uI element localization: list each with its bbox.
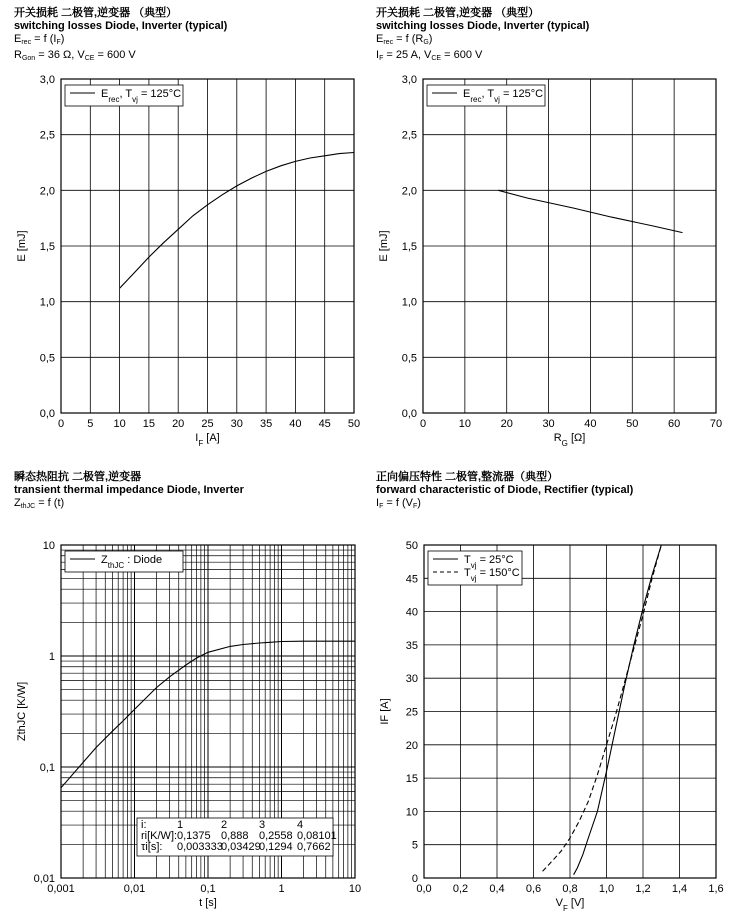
chart4-x-tick-label: 0,2 (452, 883, 469, 895)
chart3-x-tick-label: 0,1 (200, 883, 216, 895)
chart4-y-tick-label: 10 (405, 806, 418, 819)
chart1-x-tick-label: 40 (289, 418, 302, 430)
chart3-rc-table-cell: 0,1294 (259, 841, 293, 853)
chart2-conditions: $I_F = 25$ A, $V_{CE} = 600$ V (376, 49, 483, 62)
chart4-legend-label: $T_{vj} = 25^\circ C$ (464, 554, 514, 570)
chart1-x-tick-label: 5 (87, 418, 94, 430)
chart3-rc-table-cell: 4 (297, 819, 304, 831)
chart3-y-tick-label: 0,1 (39, 762, 55, 774)
chart1-y-tick-label: 0,5 (39, 352, 55, 365)
chart4-title-en: forward characteristic of Diode, Rectifier (typical) (376, 484, 634, 496)
chart2-title-en: switching losses Diode, Inverter (typical) (376, 20, 590, 32)
chart3-rc-table-cell: 1 (177, 819, 184, 831)
chart4 (379, 540, 724, 913)
chart2-x-tick-label: 60 (668, 418, 681, 430)
chart2 (378, 74, 722, 448)
chart3-rc-table-cell: 0,888 (221, 830, 249, 842)
chart3-rc-table-cell: 0,7662 (297, 841, 331, 853)
chart3-title-cn: 瞬态热阻抗 二极管,逆变器 (14, 471, 142, 483)
chart4-y-tick-label: 40 (405, 606, 418, 619)
chart1-x-tick-label: 15 (142, 418, 156, 430)
chart4-x-tick-label: 1,0 (598, 883, 615, 895)
chart3-y-tick-label: 10 (42, 540, 55, 552)
chart4-y-tick-label: 20 (405, 739, 418, 752)
chart4-y-tick-label: 35 (405, 639, 418, 652)
chart3-rc-table-cell: 0,2558 (259, 830, 293, 842)
chart1-x-tick-label: 25 (201, 418, 214, 430)
chart3-rc-table-cell: τi[s]: (141, 841, 163, 853)
chart2-y-tick-label: 0,0 (401, 408, 417, 420)
chart4-y-tick-label: 0 (411, 873, 418, 885)
chart1-x-tick-label: 35 (259, 418, 273, 430)
chart2-x-tick-label: 70 (709, 418, 723, 430)
chart1-y-tick-label: 1,0 (39, 296, 55, 309)
chart3-function: $Z_{thJC} = f$ (t) (14, 497, 65, 510)
chart1-title-en: switching losses Diode, Inverter (typical) (14, 20, 228, 32)
chart4-y-tick-label: 50 (405, 540, 418, 552)
chart1-x-tick-label: 45 (318, 418, 331, 430)
chart4-y-tick-label: 5 (411, 839, 418, 852)
chart1-x-tick-label: 0 (57, 418, 65, 430)
chart2-title-cn: 开关损耗 二极管,逆变器 （典型） (376, 7, 540, 19)
chart2-x-tick-label: 30 (542, 418, 555, 430)
chart4-title-cn: 正向偏压特性 二极管,整流器（典型） (376, 471, 559, 483)
chart1-x-tick-label: 20 (172, 418, 185, 430)
chart2-legend (427, 85, 545, 106)
chart3-title-en: transient thermal impedance Diode, Inverter (14, 484, 244, 496)
chart4-x-axis-label: $V_F$ [V] (555, 897, 585, 913)
chart3-rc-table-cell: 0,1375 (177, 830, 211, 842)
chart4-y-tick-label: 15 (405, 773, 418, 786)
chart1-y-tick-label: 3,0 (39, 74, 55, 86)
chart1-title-cn: 开关损耗 二极管,逆变器 （典型） (14, 7, 178, 19)
chart3-rc-table-cell: i: (141, 819, 147, 831)
chart1 (16, 74, 360, 448)
chart4-legend (428, 551, 522, 585)
chart3-y-tick-label: 0,01 (33, 873, 55, 885)
chart3-rc-table-cell: 0,08101 (297, 830, 337, 842)
chart4-x-tick-label: 1,4 (671, 883, 688, 895)
chart1-x-axis-label: $I_F$ [A] (195, 432, 220, 448)
chart2-y-tick-label: 1,5 (401, 241, 417, 253)
chart3-rc-table-cell: 0,003333 (177, 841, 223, 853)
chart2-x-tick-label: 0 (419, 418, 427, 430)
chart2-y-tick-label: 2,5 (401, 129, 417, 142)
chart1-y-tick-label: 0,0 (39, 408, 55, 420)
chart1-x-tick-label: 10 (113, 418, 126, 430)
chart4-y-tick-label: 45 (405, 573, 418, 586)
chart3-rc-table-cell: 0,03429 (221, 841, 261, 853)
chart3-y-tick-label: 1 (48, 651, 55, 663)
chart4-function: $I_F = f$ $(V_F)$ (376, 497, 421, 510)
chart2-function: $E_{rec} = f$ $(R_G)$ (376, 33, 433, 46)
chart3-rc-table-cell: ri[K/W]: (141, 830, 178, 842)
chart4-x-tick-label: 1,2 (635, 883, 651, 895)
chart3-x-axis-label: t [s] (199, 897, 217, 909)
chart4-x-tick-label: 1,6 (708, 883, 724, 895)
chart3-legend-label: $Z_{thJC}$ : Diode (101, 554, 163, 570)
chart4-y-tick-label: 25 (405, 706, 418, 719)
chart4-legend-label: $T_{vj} = 150^\circ C$ (464, 567, 520, 583)
chart2-y-tick-label: 3,0 (401, 74, 417, 86)
chart4-x-tick-label: 0,6 (525, 883, 542, 895)
chart2-x-tick-label: 20 (500, 418, 513, 430)
chart2-y-tick-label: 2,0 (401, 185, 417, 198)
chart1-legend (65, 85, 183, 106)
chart2-y-axis-label: E [mJ] (378, 230, 390, 262)
chart2-x-axis-label: $R_G$ [Ω] (553, 432, 586, 448)
chart2-x-tick-label: 10 (458, 418, 471, 430)
chart1-y-tick-label: 1,5 (39, 241, 55, 253)
chart1-y-tick-label: 2,5 (39, 129, 55, 142)
chart4-x-tick-label: 0,0 (416, 883, 432, 895)
chart2-legend-label: $E_{rec}$, $T_{vj} = 125^\circ C$ (463, 88, 544, 104)
chart3-x-tick-label: 0,001 (47, 883, 75, 895)
chart3-x-tick-label: 0,01 (123, 883, 146, 895)
chart1-conditions: $R_{Gon} = 36$ Ω, $V_{CE} = 600$ V (14, 49, 136, 62)
chart2-x-tick-label: 40 (584, 418, 597, 430)
chart3-rc-table-cell: 2 (221, 819, 228, 831)
chart1-function: $E_{rec} = f$ $(I_F)$ (14, 33, 65, 46)
chart3-legend (65, 551, 183, 572)
chart2-y-tick-label: 1,0 (401, 296, 417, 309)
chart1-x-tick-label: 50 (347, 418, 361, 430)
chart3-y-axis-label: ZthJC [K/W] (16, 681, 28, 742)
chart4-x-tick-label: 0,8 (562, 883, 578, 895)
chart4-y-axis-label: IF [A] (379, 698, 391, 725)
chart3-rc-table (137, 818, 337, 856)
chart3-x-tick-label: 10 (348, 883, 362, 895)
chart3-rc-table-cell: 3 (259, 819, 266, 831)
chart1-x-tick-label: 30 (230, 418, 243, 430)
chart1-legend-label: $E_{rec}$, $T_{vj} = 125^\circ C$ (101, 88, 182, 104)
chart4-y-tick-label: 30 (405, 673, 418, 686)
chart3 (16, 540, 361, 909)
chart2-y-tick-label: 0,5 (401, 352, 417, 365)
chart1-y-tick-label: 2,0 (39, 185, 55, 198)
chart1-y-axis-label: E [mJ] (16, 230, 28, 262)
chart3-x-tick-label: 1 (278, 883, 285, 895)
chart2-x-tick-label: 50 (626, 418, 639, 430)
chart4-x-tick-label: 0,4 (489, 883, 505, 895)
